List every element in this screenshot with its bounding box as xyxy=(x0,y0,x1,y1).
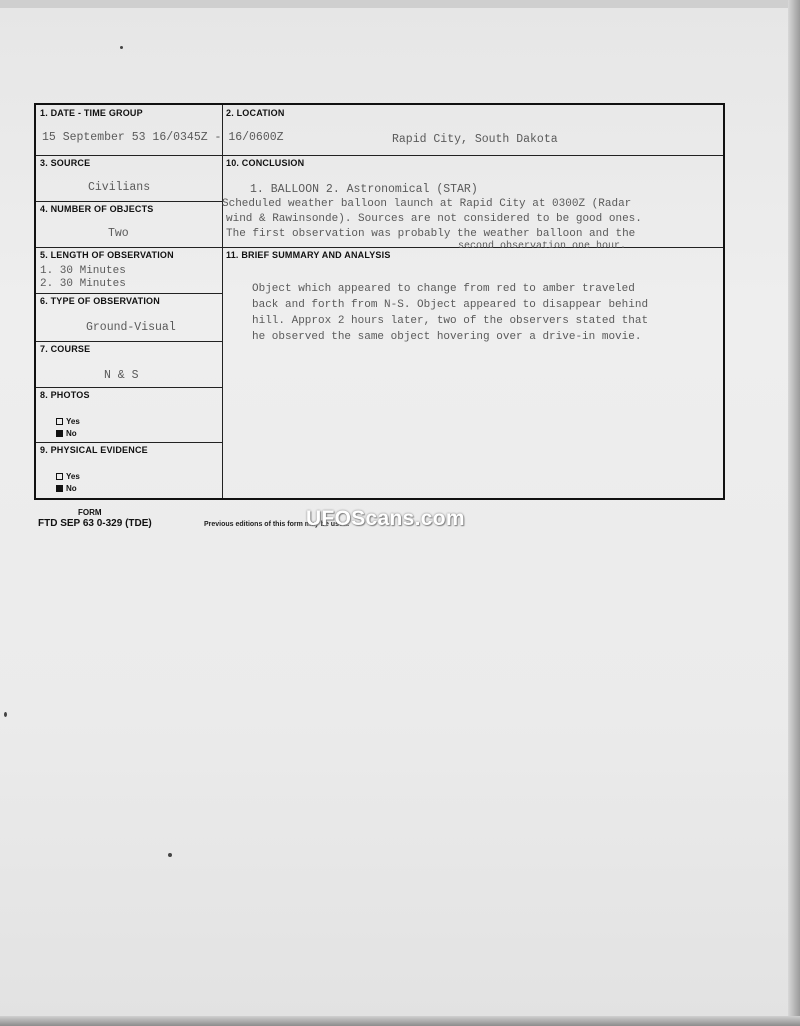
scan-right-edge xyxy=(788,0,800,1026)
physical-evidence-yes-label: Yes xyxy=(66,472,80,481)
physical-evidence-no-option xyxy=(56,484,77,493)
photos-yes-label: Yes xyxy=(66,417,80,426)
photos-no-option xyxy=(56,429,77,438)
conclusion-line: second observation one hour. xyxy=(458,241,627,252)
physical-evidence-label: 9. PHYSICAL EVIDENCE xyxy=(40,445,148,455)
type-of-observation-cell xyxy=(36,293,222,341)
source-value: Civilians xyxy=(88,181,151,194)
physical-evidence-cell xyxy=(36,442,222,498)
length-of-observation-line: 2. 30 Minutes xyxy=(40,278,126,290)
type-of-observation-value: Ground-Visual xyxy=(86,321,176,334)
date-time-group-label: 1. DATE - TIME GROUP xyxy=(40,108,143,118)
checkbox-checked-icon xyxy=(56,430,63,437)
brief-summary-line: hill. Approx 2 hours later, two of the observers stated that xyxy=(252,315,649,327)
checkbox-empty-icon xyxy=(56,418,63,425)
scan-bottom-edge xyxy=(0,1016,800,1026)
brief-summary-line: he observed the same object hovering over a drive-in movie. xyxy=(252,331,642,343)
photos-label: 8. PHOTOS xyxy=(40,390,90,400)
scan-speck xyxy=(4,712,7,717)
physical-evidence-yes-option xyxy=(56,472,80,481)
photos-no-label: No xyxy=(66,429,77,438)
length-of-observation-line: 1. 30 Minutes xyxy=(40,265,126,277)
scan-top-edge xyxy=(0,0,800,8)
photos-cell xyxy=(36,387,222,442)
photos-yes-option xyxy=(56,417,80,426)
length-of-observation-cell xyxy=(36,247,222,293)
conclusion-line: The first observation was probably the weather balloon and the xyxy=(226,228,636,240)
location-label: 2. LOCATION xyxy=(226,108,285,118)
course-label: 7. COURSE xyxy=(40,344,91,354)
scan-speck xyxy=(168,853,172,857)
scan-speck xyxy=(120,46,123,49)
number-of-objects-cell xyxy=(36,201,222,247)
conclusion-line: wind & Rawinsonde). Sources are not considered to be good ones. xyxy=(226,213,642,225)
form-word: FORM xyxy=(78,508,102,517)
brief-summary-cell xyxy=(222,247,723,498)
watermark: UFOScans.com xyxy=(306,507,465,530)
checkbox-checked-icon xyxy=(56,485,63,492)
brief-summary-line: back and forth from N-S. Object appeared to disappear behind xyxy=(252,299,649,311)
number-of-objects-label: 4. NUMBER OF OBJECTS xyxy=(40,204,154,214)
brief-summary-line: Object which appeared to change from red to amber traveled xyxy=(252,283,635,295)
physical-evidence-no-label: No xyxy=(66,484,77,493)
length-of-observation-label: 5. LENGTH OF OBSERVATION xyxy=(40,250,174,260)
conclusion-cell xyxy=(222,155,723,252)
conclusion-label: 10. CONCLUSION xyxy=(226,158,305,168)
source-cell xyxy=(36,155,222,201)
conclusion-line: Scheduled weather balloon launch at Rapid City at 0300Z (Radar xyxy=(222,198,632,210)
checkbox-empty-icon xyxy=(56,473,63,480)
date-time-group-value: 15 September 53 16/0345Z - 16/0600Z xyxy=(42,131,284,144)
type-of-observation-label: 6. TYPE OF OBSERVATION xyxy=(40,296,160,306)
conclusion-line: 1. BALLOON 2. Astronomical (STAR) xyxy=(250,183,478,196)
previous-editions-note: Previous editions of this form may be used. xyxy=(204,521,350,528)
source-label: 3. SOURCE xyxy=(40,158,91,168)
location-value: Rapid City, South Dakota xyxy=(392,133,558,146)
location-cell xyxy=(222,105,723,155)
project-card-form xyxy=(34,103,725,500)
number-of-objects-value: Two xyxy=(108,227,129,240)
form-code: FTD SEP 63 0-329 (TDE) xyxy=(38,518,152,529)
course-value: N & S xyxy=(104,369,139,382)
brief-summary-label: 11. BRIEF SUMMARY AND ANALYSIS xyxy=(226,250,391,260)
course-cell xyxy=(36,341,222,387)
